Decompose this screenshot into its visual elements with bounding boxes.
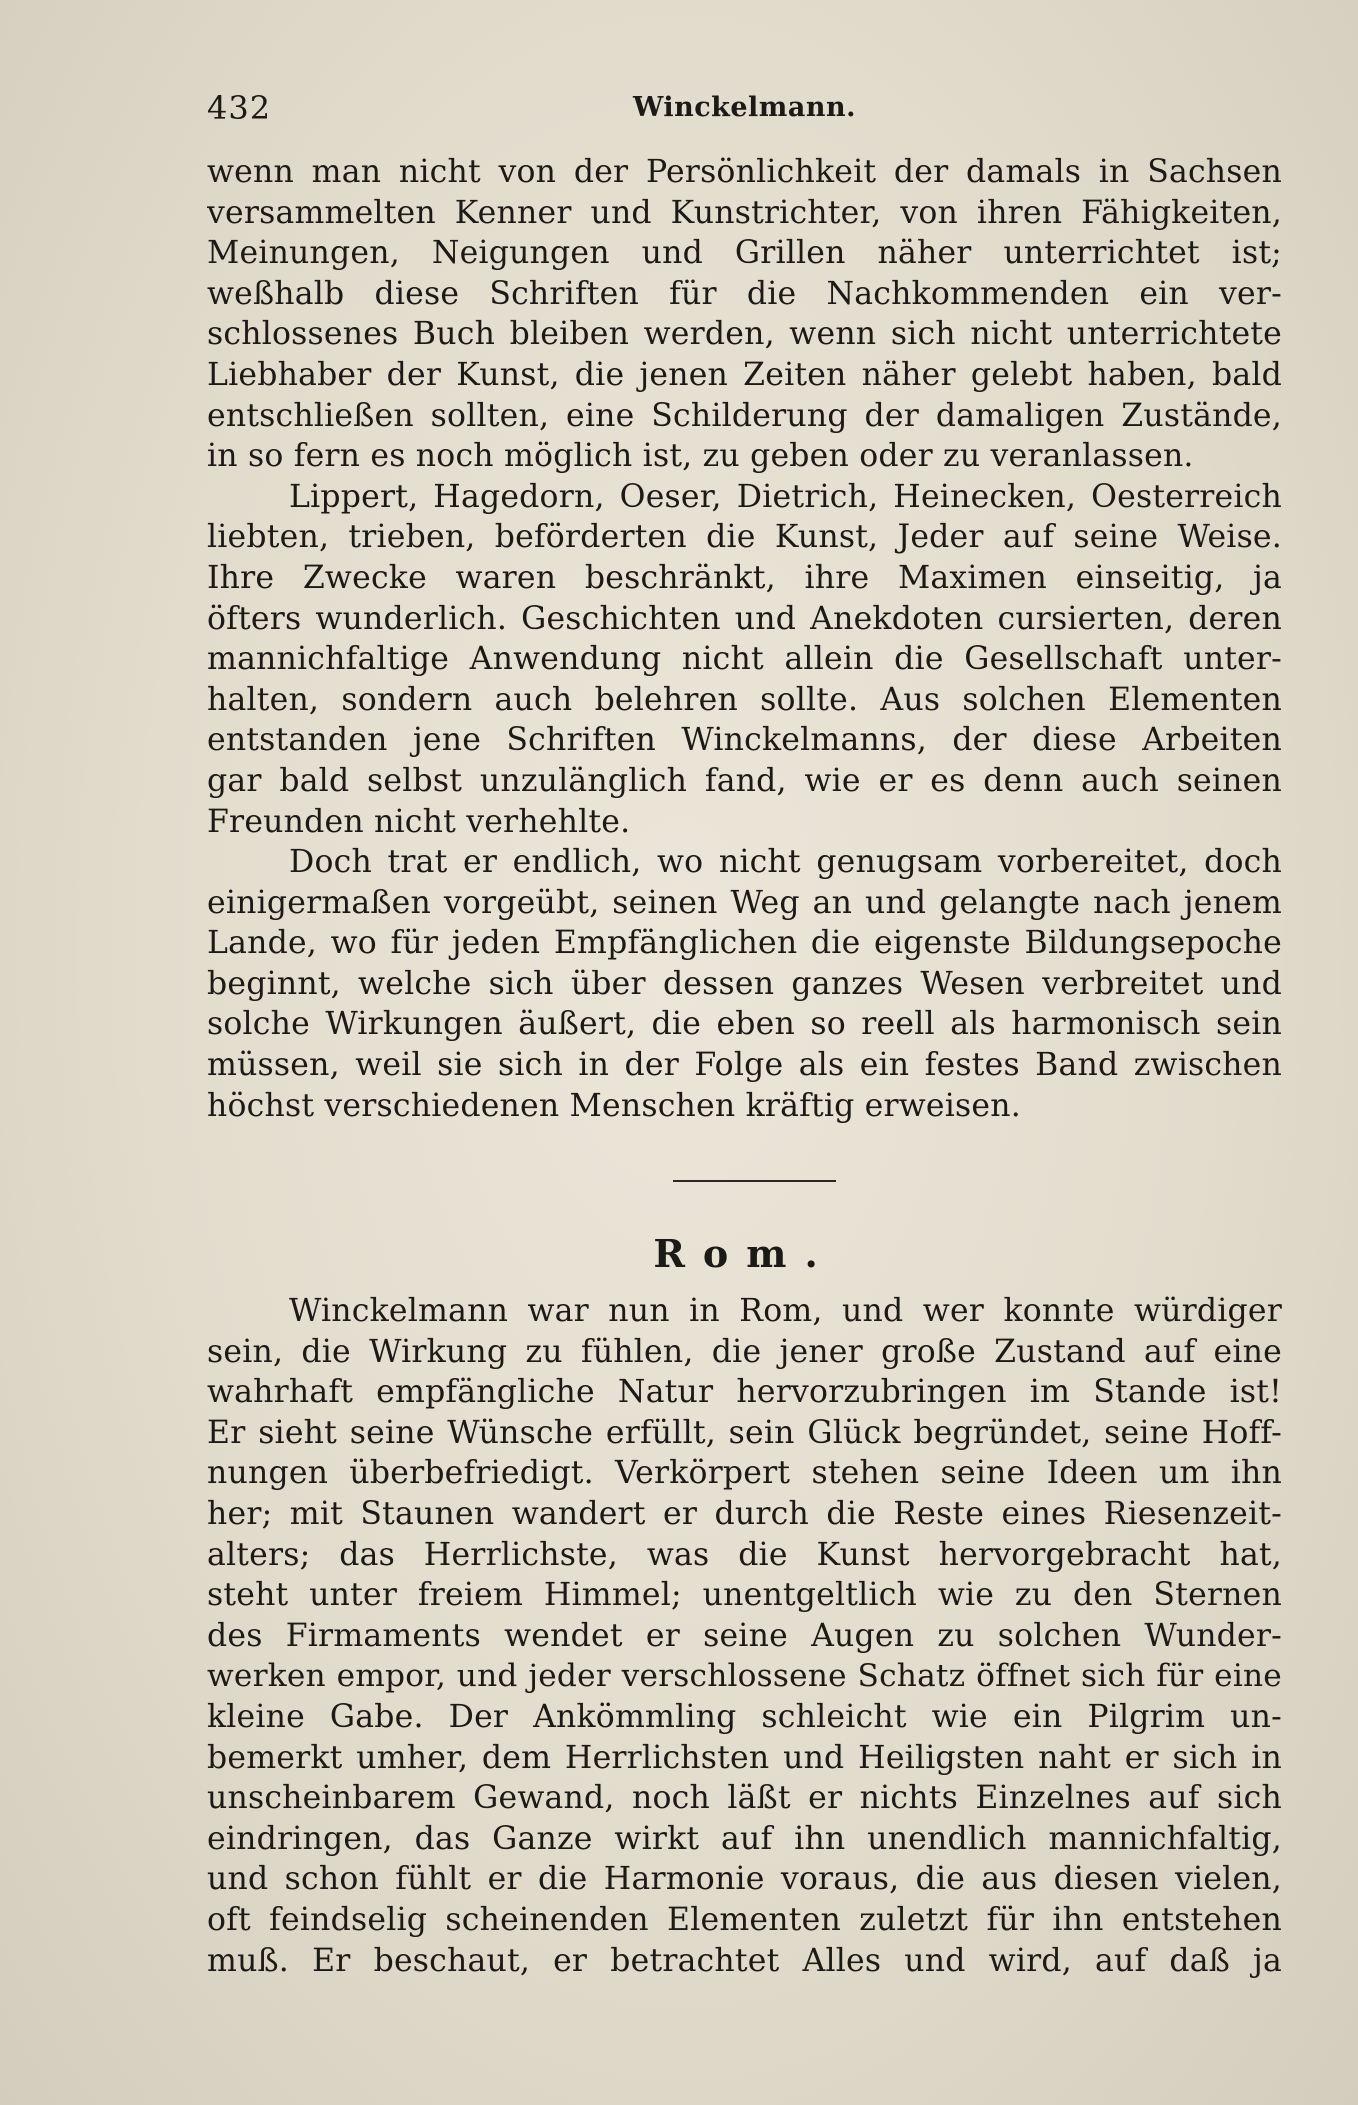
text-line: Liebhaber der Kunst, die jenen Zeiten näher gelebt haben, bald bbox=[207, 356, 1282, 393]
text-line: entstanden jene Schriften Winckelmanns, der diese Arbeiten bbox=[207, 722, 1282, 759]
text-line: solche Wirkungen äußert, die eben so reell als harmonisch sein bbox=[207, 1006, 1282, 1043]
text-line: her; mit Staunen wandert er durch die Reste eines Riesenzeit- bbox=[207, 1495, 1282, 1532]
text-line: eindringen, das Ganze wirkt auf ihn unendlich mannichfaltig, bbox=[207, 1820, 1282, 1857]
page-number: 432 bbox=[207, 89, 272, 127]
paragraph-3 bbox=[207, 842, 1282, 1126]
text-line: halten, sondern auch belehren sollte. Aus solchen Elementen bbox=[207, 681, 1282, 718]
text-line: müssen, weil sie sich in der Folge als ein festes Band zwischen bbox=[207, 1047, 1282, 1084]
text-line: Doch trat er endlich, wo nicht genugsam vorbereitet, doch bbox=[289, 844, 1282, 881]
text-line: alters; das Herrlichste, was die Kunst hervorgebracht hat, bbox=[207, 1536, 1282, 1573]
text-line: versammelten Kenner und Kunstrichter, von ihren Fähigkeiten, bbox=[207, 194, 1282, 231]
text-line: wenn man nicht von der Persönlichkeit der damals in Sachsen bbox=[207, 154, 1282, 190]
paragraph-2 bbox=[207, 477, 1282, 842]
text-line: Lippert, Hagedorn, Oeser, Dietrich, Heinecken, Oesterreich bbox=[289, 478, 1282, 515]
text-line: muß. Er beschaut, er betrachtet Alles und wird, auf daß ja bbox=[207, 1942, 1282, 1979]
page-header bbox=[207, 86, 1282, 130]
text-line: steht unter freiem Himmel; unentgeltlich wie zu den Sternen bbox=[207, 1577, 1282, 1614]
text-line: Winckelmann war nun in Rom, und wer konnte würdiger bbox=[289, 1293, 1282, 1329]
text-line: und schon fühlt er die Harmonie voraus, die aus diesen vielen, bbox=[207, 1861, 1282, 1898]
text-line: entschließen sollten, eine Schilderung der damaligen Zustände, bbox=[207, 397, 1282, 434]
running-head: Winckelmann. bbox=[632, 92, 857, 123]
text-line: in so fern es noch möglich ist, zu geben oder zu veranlassen. bbox=[207, 438, 1194, 475]
paragraph-1 bbox=[207, 152, 1282, 477]
text-line: höchst verschiedenen Menschen kräftig erweisen. bbox=[207, 1087, 1021, 1124]
text-line: Ihre Zwecke waren beschränkt, ihre Maximen einseitig, ja bbox=[207, 559, 1282, 596]
text-line: weßhalb diese Schriften für die Nachkommenden ein ver- bbox=[207, 275, 1282, 312]
text-line: Freunden nicht verhehlte. bbox=[207, 803, 631, 840]
text-line: beginnt, welche sich über dessen ganzes Wesen verbreitet und bbox=[207, 965, 1282, 1002]
section-text bbox=[207, 1291, 1282, 1981]
text-line: werken empor, und jeder verschlossene Schatz öffnet sich für eine bbox=[207, 1658, 1282, 1695]
text-line: mannichfaltige Anwendung nicht allein die Gesellschaft unter- bbox=[207, 641, 1282, 678]
text-line: des Firmaments wendet er seine Augen zu solchen Wunder- bbox=[207, 1617, 1282, 1654]
text-line: einigermaßen vorgeübt, seinen Weg an und gelangte nach jenem bbox=[207, 884, 1282, 921]
text-line: sein, die Wirkung zu fühlen, die jener große Zustand auf eine bbox=[207, 1333, 1282, 1370]
paragraph-4 bbox=[207, 1291, 1282, 1981]
text-line: oft feindselig scheinenden Elementen zuletzt für ihn entstehen bbox=[207, 1901, 1282, 1938]
text-line: Lande, wo für jeden Empfänglichen die eigenste Bildungsepoche bbox=[207, 925, 1282, 962]
text-line: Meinungen, Neigungen und Grillen näher unterrichtet ist; bbox=[207, 235, 1282, 272]
text-line: liebten, trieben, beförderten die Kunst, Jeder auf seine Weise. bbox=[207, 519, 1282, 556]
text-line: kleine Gabe. Der Ankömmling schleicht wie ein Pilgrim un- bbox=[207, 1698, 1282, 1735]
body-text bbox=[207, 152, 1282, 1126]
text-line: nungen überbefriedigt. Verkörpert stehen seine Ideen um ihn bbox=[207, 1455, 1282, 1492]
text-line: gar bald selbst unzulänglich fand, wie er es denn auch seinen bbox=[207, 762, 1282, 799]
text-line: öfters wunderlich. Geschichten und Anekdoten cursierten, deren bbox=[207, 600, 1282, 637]
text-line: wahrhaft empfängliche Natur hervorzubringen im Stande ist! bbox=[207, 1374, 1282, 1411]
section-title: Rom. bbox=[653, 1231, 836, 1276]
text-line: unscheinbarem Gewand, noch läßt er nichts Einzelnes auf sich bbox=[207, 1780, 1282, 1817]
text-line: schlossenes Buch bleiben werden, wenn sich nicht unterrichtete bbox=[207, 316, 1282, 353]
text-line: Er sieht seine Wünsche erfüllt, sein Glück begründet, seine Hoff- bbox=[207, 1414, 1282, 1451]
section-divider bbox=[673, 1180, 836, 1182]
text-line: bemerkt umher, dem Herrlichsten und Heiligsten naht er sich in bbox=[207, 1739, 1282, 1776]
